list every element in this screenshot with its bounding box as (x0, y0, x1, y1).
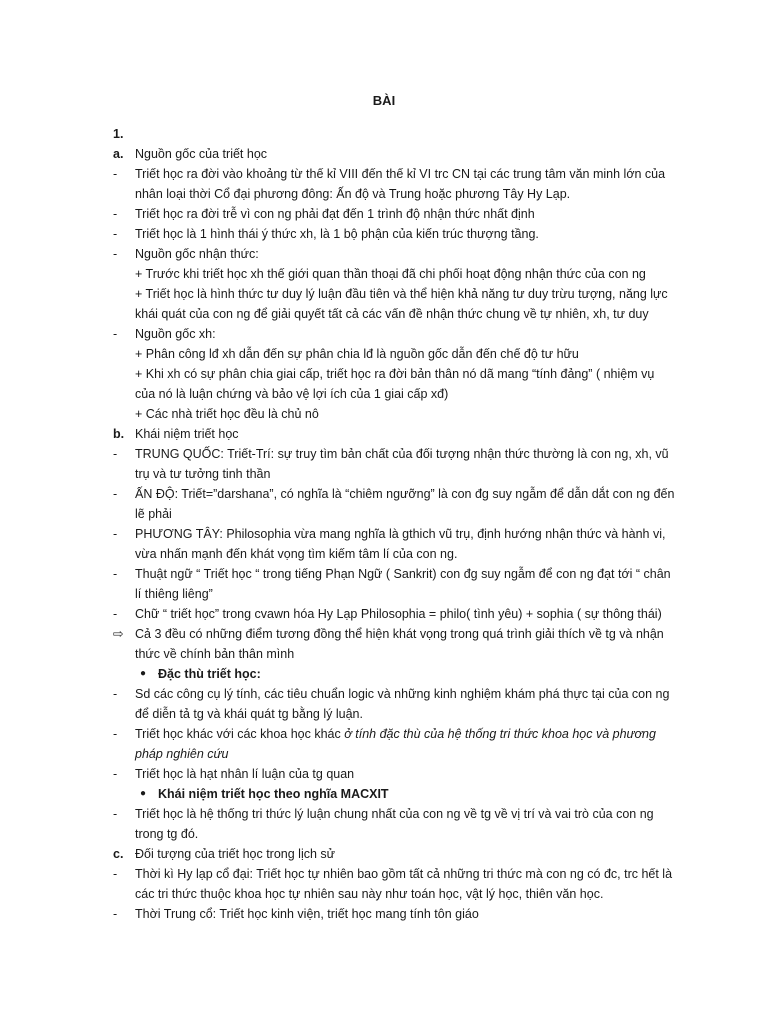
line-text (135, 704, 363, 724)
line-text (135, 244, 259, 264)
list-marker: - (113, 327, 118, 341)
text-line (0, 524, 768, 544)
line-text-main: Triết học là 1 hình thái ý thức xh, là 1 bộ phận của kiến trúc thượng tầng. (135, 227, 539, 241)
list-marker: b. (113, 427, 125, 441)
line-text-main: ẤN ĐỘ: Triết=”darshana”, có nghĩa là “chiêm ngưỡng” là con đg suy ngẫm để dẫn dắt con ng đến (135, 487, 675, 501)
line-text (135, 444, 669, 464)
text-line (0, 204, 768, 224)
text-line (0, 604, 768, 624)
list-marker: c. (113, 847, 124, 861)
line-text (135, 224, 539, 244)
line-text-italic: pháp nghiên cứu (135, 747, 229, 761)
text-line (0, 164, 768, 184)
line-text (135, 644, 294, 664)
line-text (135, 364, 654, 384)
text-line (0, 784, 768, 804)
text-line (0, 684, 768, 704)
list-marker: - (113, 207, 118, 221)
line-text (135, 204, 535, 224)
line-text (135, 584, 213, 604)
list-marker: - (113, 727, 118, 741)
line-text (135, 484, 674, 504)
line-text (135, 824, 198, 844)
list-marker: - (113, 907, 118, 921)
line-text (135, 604, 662, 624)
line-text-main: Đối tượng của triết học trong lịch sử (135, 847, 336, 861)
list-marker: - (113, 807, 118, 821)
text-line (0, 444, 768, 464)
line-text-main: Triết học khác với các khoa học khác (135, 727, 345, 741)
text-line (0, 464, 768, 484)
line-text-main: khái quát của con ng để giải quyết tất cả các vấn đề nhận thức chung về tự nhiên, xh, tư duy (135, 307, 649, 321)
list-marker: - (113, 487, 118, 501)
text-line (0, 264, 768, 284)
text-line (0, 664, 768, 684)
line-text (135, 504, 172, 524)
list-marker: - (113, 567, 118, 581)
text-line (0, 824, 768, 844)
arrow-right-icon: ⇨ (113, 627, 124, 641)
bullet-icon: ● (140, 788, 147, 799)
line-text-main: + Các nhà triết học đều là chủ nô (135, 407, 319, 421)
line-text-main: Nguồn gốc xh: (135, 327, 216, 341)
list-marker: - (113, 447, 118, 461)
list-marker: 1. (113, 127, 124, 141)
text-line (0, 564, 768, 584)
line-text-main: PHƯƠNG TÂY: Philosophia vừa mang nghĩa là gthich vũ trụ, định hướng nhận thức và hành vi, (135, 527, 666, 541)
text-line (0, 364, 768, 384)
line-text (135, 144, 267, 164)
list-marker: - (113, 167, 118, 181)
line-text-main: lí thiêng liêng” (135, 587, 213, 601)
line-text-main: Chữ “ triết học” trong cvawn hóa Hy Lạp Philosophia = philo( tình yêu) + sophia ( sự thông thái) (135, 607, 662, 621)
list-marker: a. (113, 147, 124, 161)
line-text (135, 264, 646, 284)
line-text (135, 284, 668, 304)
text-line (0, 884, 768, 904)
section-subheading (158, 664, 261, 684)
line-text (135, 164, 665, 184)
line-text (135, 744, 228, 764)
line-text-main: trụ và tư tưởng tinh thần (135, 467, 271, 481)
line-text-main: + Triết học là hình thức tư duy lý luận đầu tiên và thể hiện khả năng tư duy trừu tượng, năng lực (135, 287, 668, 301)
line-text-main: + Khi xh có sự phân chia giai cấp, triết học ra đời bản thân nó dã mang “tính đảng” ( nhiệm vụ (135, 367, 655, 381)
text-line (0, 724, 768, 744)
line-text (135, 564, 671, 584)
line-text (135, 804, 654, 824)
text-line (0, 224, 768, 244)
line-text (135, 324, 216, 344)
line-text-main: thức về chính bản thân mình (135, 647, 295, 661)
line-text-main: Thuật ngữ “ Triết học “ trong tiếng Phạn Ngữ ( Sankrit) con đg suy ngẫm để con ng đạt tới “ chân (135, 567, 671, 581)
line-text-main: của nó là luận chứng và bảo vệ lợi ích của 1 giai cấp xđ) (135, 387, 449, 401)
text-line (0, 704, 768, 724)
list-marker: - (113, 687, 118, 701)
line-text (135, 844, 335, 864)
line-text-main: Khái niệm triết học theo nghĩa MACXIT (158, 787, 389, 801)
line-text-main: Triết học ra đời vào khoảng từ thế kỉ VIII đến thế kỉ VI trc CN tại các trung tâm văn minh lớn của (135, 167, 666, 181)
text-line (0, 404, 768, 424)
page-title: BÀI (372, 93, 396, 108)
text-line (0, 184, 768, 204)
bullet-icon: ● (140, 668, 147, 679)
text-line (0, 484, 768, 504)
list-marker: - (113, 867, 118, 881)
list-marker: - (113, 607, 118, 621)
line-text-italic: ở tính đặc thù của hệ thống tri thức khoa học và phương (344, 727, 656, 741)
line-text-main: + Trước khi triết học xh thế giới quan thần thoại đã chi phối hoạt động nhận thức của con ng (135, 267, 646, 281)
line-text (135, 864, 672, 884)
text-line (0, 424, 768, 444)
list-marker: - (113, 527, 118, 541)
text-line (0, 644, 768, 664)
line-text (135, 424, 239, 444)
line-text-main: Thời Trung cổ: Triết học kinh viện, triết học mang tính tôn giáo (135, 907, 479, 921)
line-text-main: Nguồn gốc của triết học (135, 147, 268, 161)
text-line (0, 344, 768, 364)
line-text (135, 344, 579, 364)
line-text (135, 684, 669, 704)
line-text (135, 464, 270, 484)
list-marker: - (113, 227, 118, 241)
text-line (0, 844, 768, 864)
text-line (0, 584, 768, 604)
line-text-main: Cả 3 đều có những điểm tương đồng thể hiện khát vọng trong quá trình giải thích về tg và nhận (135, 627, 664, 641)
line-text (135, 724, 656, 744)
line-text (135, 764, 354, 784)
text-line (0, 244, 768, 264)
text-line (0, 304, 768, 324)
line-text-main: Sd các công cụ lý tính, các tiêu chuẩn logic và những kinh nghiệm khám phá thực tại của con ng (135, 687, 670, 701)
text-line (0, 904, 768, 924)
text-line (0, 744, 768, 764)
text-line (0, 504, 768, 524)
line-text (135, 544, 457, 564)
line-text-main: trong tg đó. (135, 827, 199, 841)
line-text-main: + Phân công lđ xh dẫn đến sự phân chia lđ là nguồn gốc dẫn đến chế độ tư hữu (135, 347, 579, 361)
line-text (135, 184, 570, 204)
line-text-main: Nguồn gốc nhận thức: (135, 247, 259, 261)
line-text-main: TRUNG QUỐC: Triết-Trí: sự truy tìm bản chất của đối tượng nhận thức thường là con ng, xh, vũ (135, 447, 669, 461)
text-line (0, 384, 768, 404)
line-text-main: Thời kì Hy lạp cổ đại: Triết học tự nhiên bao gồm tất cả những tri thức mà con ng có đc, trc hết là (135, 867, 673, 881)
line-text (135, 884, 603, 904)
line-text-main: các tri thức thuộc khoa học tự nhiên sau này như toán học, vật lý học, thiên văn học. (135, 887, 604, 901)
line-text (135, 304, 649, 324)
document-body (0, 124, 768, 924)
text-line (0, 804, 768, 824)
list-marker: - (113, 247, 118, 261)
line-text-main: Đặc thù triết học: (158, 667, 261, 681)
line-text-main: nhân loại thời Cổ đại phương đông: Ấn độ và Trung hoặc phương Tây Hy Lạp. (135, 187, 571, 201)
line-text-main: Khái niệm triết học (135, 427, 239, 441)
line-text (135, 384, 448, 404)
list-marker: - (113, 767, 118, 781)
text-line (0, 284, 768, 304)
line-text (135, 624, 664, 644)
line-text-main: Triết học ra đời trễ vì con ng phải đạt đến 1 trình độ nhận thức nhất định (135, 207, 535, 221)
text-line (0, 764, 768, 784)
line-text (135, 404, 319, 424)
text-line (0, 544, 768, 564)
line-text-main: lẽ phải (135, 507, 172, 521)
text-line (0, 864, 768, 884)
line-text-main: Triết học là hạt nhân lí luận của tg quan (135, 767, 355, 781)
text-line (0, 124, 768, 144)
line-text-main: để diễn tả tg và khái quát tg bằng lý luận. (135, 707, 363, 721)
text-line (0, 624, 768, 644)
text-line (0, 144, 768, 164)
section-subheading (158, 784, 389, 804)
line-text-main: Triết học là hệ thống tri thức lý luận chung nhất của con ng về tg về vị trí và vai trò của con ng (135, 807, 654, 821)
line-text-main: vừa nhấn mạnh đến khát vọng tìm kiếm tâm lí của con ng. (135, 547, 458, 561)
line-text (135, 524, 665, 544)
line-text (135, 904, 479, 924)
text-line (0, 324, 768, 344)
